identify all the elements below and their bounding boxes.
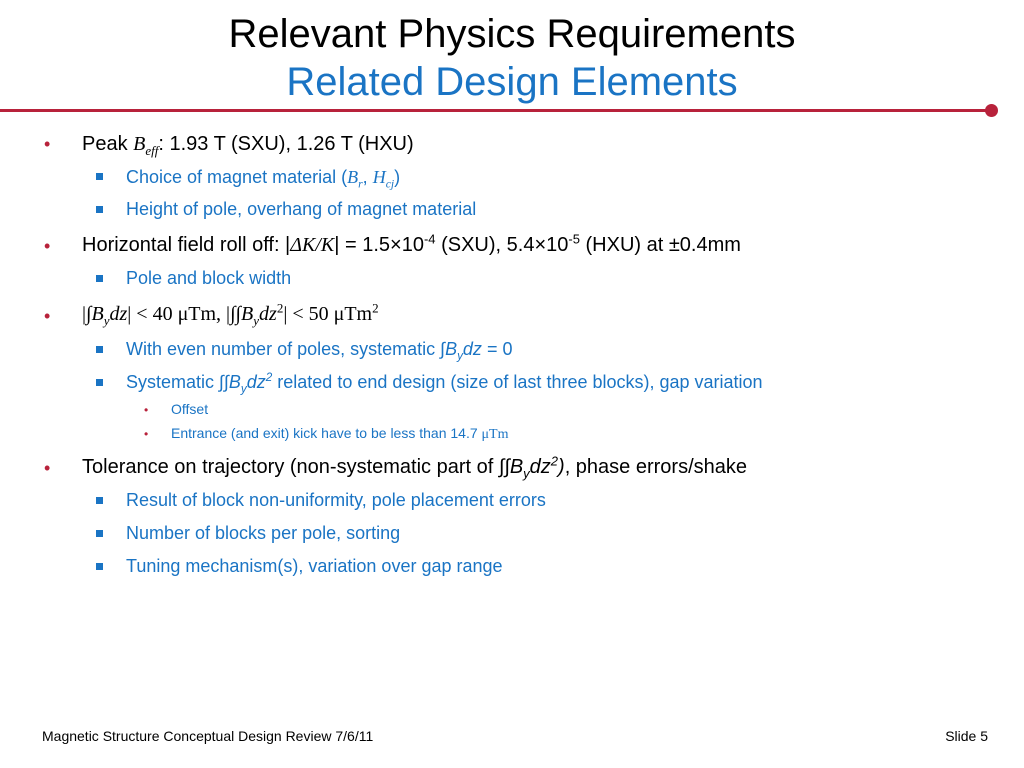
sub-sub-item-entrance-kick: Entrance (and exit) kick have to be less than 14.7 μTm [171,425,509,442]
bullet-dot: • [44,236,51,256]
subscript-eff: eff [145,143,159,158]
square-bullet [96,379,103,386]
bullet-rolloff: Horizontal field roll off: $|\Delta K/K| = 1.5\times 10^{-4}$ (SXU), $5.4\times 10^{-5}$ (HXU) at ±0.4mm [82,231,741,256]
bullet-trajectory-tolerance: Tolerance on trajectory (non-systematic part of $\int\int B_ydz^2$), phase errors/shake [82,453,748,481]
bullet-dot: • [44,306,51,326]
symbol-b: B [133,133,146,155]
square-bullet [96,497,103,504]
footer-review-title: Magnetic Structure Conceptual Design Review 7/6/11 [42,728,374,744]
sub-item-pole-block-width: Pole and block width [126,268,292,288]
square-bullet [96,173,103,180]
square-bullet [96,275,103,282]
small-bullet: • [144,427,149,441]
square-bullet [96,530,103,537]
sub-item-pole-height: Height of pole, overhang of magnet material [126,199,477,219]
bullet-field-integrals: $|\int B_ydz| < 40$ μTm, $|\int\int B_ydz^2| < 50$ μTm$^2$ [82,300,379,328]
sub-item-blocks-per-pole: Number of blocks per pole, sorting [126,523,401,543]
sub-item-even-poles: With even number of poles, systematic $\int B_ydz = 0$ [126,339,513,363]
bullet-peak-field: Peak $B_{eff}$: 1.93 T (SXU), 1.26 T (HXU) [82,133,414,158]
square-bullet [96,346,103,353]
sub-item-magnet-material: Choice of magnet material ($B_r$, $H_{cj}$) [126,167,401,191]
sub-sub-item-offset: Offset [171,401,209,417]
square-bullet [96,563,103,570]
small-bullet: • [144,403,149,417]
bullet-dot: • [44,134,51,154]
footer-slide-number: Slide 5 [945,728,988,744]
sub-item-tuning-mechanism: Tuning mechanism(s), variation over gap range [126,556,503,576]
title-line-2: Related Design Elements [286,60,738,104]
square-bullet [96,206,103,213]
title-line-1: Relevant Physics Requirements [228,12,796,56]
sub-item-block-nonuniformity: Result of block non-uniformity, pole placement errors [126,490,546,510]
sub-item-systematic-end-design: Systematic $\int\int B_ydz^2$ related to end design (size of last three blocks), gap variation [126,371,763,396]
bullet-dot: • [44,458,51,478]
